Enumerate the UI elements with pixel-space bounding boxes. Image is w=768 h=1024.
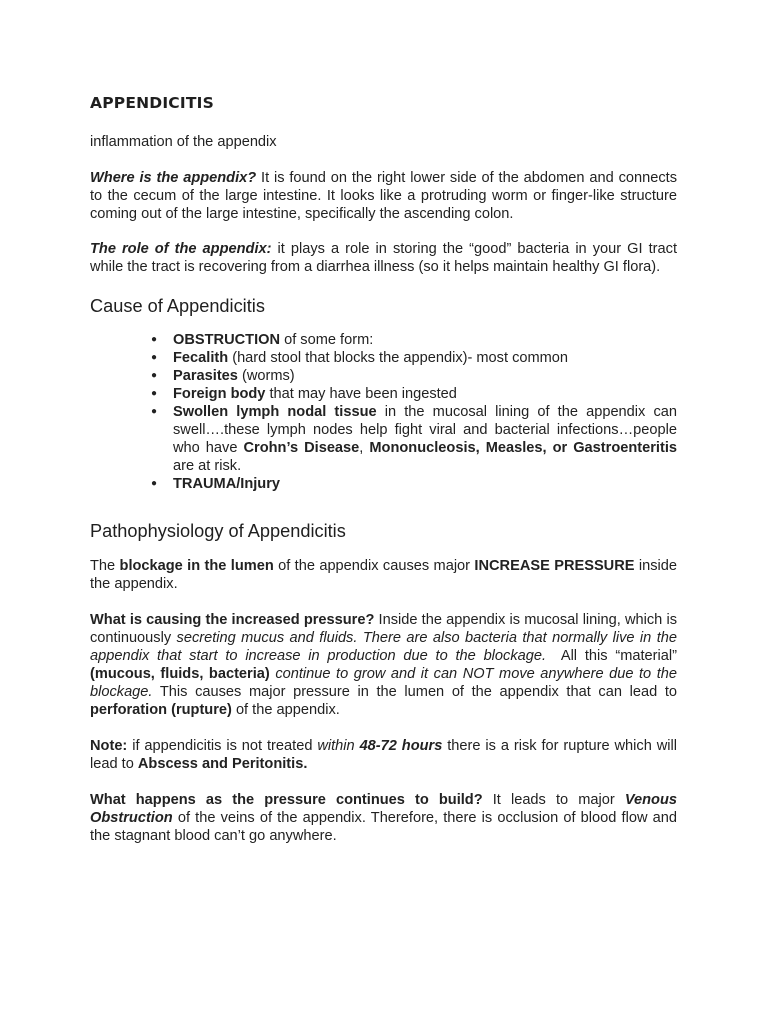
list-item-bold: Swollen lymph nodal tissue bbox=[173, 404, 377, 420]
text: of the appendix. bbox=[231, 702, 340, 718]
list-item-text: , bbox=[359, 440, 370, 456]
bold-text: (mucous, fluids, bacteria) bbox=[90, 666, 270, 682]
italic-text: continue to grow and it can NOT move anywhere due to the blockage. bbox=[90, 666, 677, 700]
list-item-text: of some form: bbox=[280, 332, 374, 348]
text: inside the appendix. bbox=[90, 558, 678, 592]
definition-text: inflammation of the appendix bbox=[90, 134, 277, 150]
list-item bbox=[173, 385, 677, 403]
bold-italic-text: Venous Obstruction bbox=[90, 792, 677, 826]
list-item-text: (hard stool that blocks the appendix)- most common bbox=[228, 350, 569, 366]
list-item-bold: OBSTRUCTION bbox=[173, 332, 281, 348]
bold-text: perforation (rupture) bbox=[90, 702, 232, 718]
list-item-bold: Crohn’s Disease bbox=[243, 440, 360, 456]
bold-italic-text: 48-72 hours bbox=[359, 738, 443, 754]
list-item-text: that may have been ingested bbox=[265, 386, 457, 402]
list-item-bold: Foreign body bbox=[173, 386, 266, 402]
cause-list bbox=[90, 331, 677, 493]
text: Inside the appendix is mucosal lining, which is continuously bbox=[90, 612, 677, 646]
list-item bbox=[173, 331, 677, 349]
bold-text: Abscess and Peritonitis. bbox=[137, 756, 308, 772]
list-item-bold: Fecalith bbox=[173, 350, 229, 366]
question-text: What is causing the increased pressure? bbox=[90, 612, 375, 628]
bold-text: INCREASE PRESSURE bbox=[474, 558, 635, 574]
list-item-bold: Mononucleosis, Measles, or Gastroenteritis bbox=[369, 440, 678, 456]
document-content bbox=[90, 94, 682, 845]
where-paragraph bbox=[90, 169, 677, 223]
patho-heading: Pathophysiology of Appendicitis bbox=[90, 521, 346, 541]
list-item-bold: Parasites bbox=[173, 368, 238, 384]
list-item-text: in the mucosal lining of the appendix can swell….these lymph nodes help fight viral and bacterial infections…people who have bbox=[173, 404, 677, 456]
where-question: Where is the appendix? bbox=[90, 170, 257, 186]
list-item-text: are at risk. bbox=[173, 458, 242, 474]
text: there is a risk for rupture which will lead to bbox=[90, 738, 677, 772]
page-title: APPENDICITIS bbox=[90, 94, 214, 112]
patho-paragraph-1 bbox=[90, 557, 677, 593]
text: The bbox=[90, 558, 120, 574]
patho-paragraph-3 bbox=[90, 791, 677, 845]
text: All this “material” bbox=[546, 648, 682, 664]
list-item bbox=[173, 475, 677, 493]
cause-heading: Cause of Appendicitis bbox=[90, 296, 265, 316]
italic-text: secreting mucus and fluids. There are also bacteria that normally live in the appendix that start to increase in production due to the blockage. bbox=[90, 630, 677, 664]
note-paragraph bbox=[90, 737, 677, 773]
where-answer: It is found on the right lower side of the abdomen and connects to the cecum of the large intestine. It looks like a protruding worm or finger-like structure coming out of the large intestine, specifically the ascending colon. bbox=[90, 170, 677, 222]
role-paragraph bbox=[90, 240, 677, 276]
list-item-bold: TRAUMA/Injury bbox=[173, 476, 281, 492]
text: if appendicitis is not treated bbox=[127, 738, 318, 754]
role-question: The role of the appendix: bbox=[90, 241, 272, 257]
list-item-text: (worms) bbox=[237, 368, 295, 384]
question-text: What happens as the pressure continues to build? bbox=[90, 792, 483, 808]
patho-paragraph-2 bbox=[90, 611, 682, 719]
list-item bbox=[173, 349, 677, 367]
text: of the appendix causes major bbox=[273, 558, 475, 574]
text: It leads to major bbox=[482, 792, 625, 808]
role-answer: it plays a role in storing the “good” bacteria in your GI tract while the tract is recovering from a diarrhea illness (so it helps maintain healthy GI flora). bbox=[90, 241, 677, 275]
bold-text: blockage in the lumen bbox=[119, 558, 274, 574]
note-label: Note: bbox=[90, 738, 128, 754]
italic-text: within bbox=[317, 738, 355, 754]
text: This causes major pressure in the lumen of the appendix that can lead to bbox=[152, 684, 677, 700]
text: of the veins of the appendix. Therefore, there is occlusion of blood flow and the stagnant blood can’t go anywhere. bbox=[90, 810, 677, 844]
list-item bbox=[173, 367, 677, 385]
list-item bbox=[173, 403, 677, 475]
